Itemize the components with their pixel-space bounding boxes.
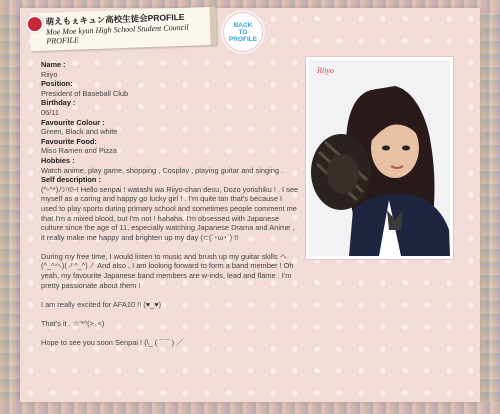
- portrait-illustration: [309, 60, 450, 256]
- profile-photo-frame: [305, 56, 454, 260]
- title-en-line1: Moe Moe kyun High School Student Council: [45, 22, 189, 37]
- plaid-border-right: [480, 0, 500, 414]
- title-jp: 萌えもぇキュン高校生徒会PROFILE: [45, 11, 185, 27]
- plaid-border-bottom: [0, 402, 500, 414]
- self-description-p4: That's it . ☆'*^(>｡<): [41, 319, 105, 329]
- self-description-p5: Hope to see you soon Senpai ! (\_ ( ¯ ¯ ) ／: [41, 338, 184, 348]
- photo-signature: Riiyo: [317, 66, 334, 75]
- self-description-label: Self description :: [41, 175, 101, 185]
- food-value: Miso Ramen and Pizza: [41, 146, 117, 156]
- position-label: Position:: [41, 79, 73, 89]
- food-label: Favourite Food:: [41, 136, 97, 146]
- colour-value: Green, Black and white: [41, 127, 118, 137]
- title-en: [46, 23, 189, 46]
- back-label-3: PROFILE: [228, 35, 258, 43]
- title-en-line2: PROFILE: [46, 35, 79, 46]
- back-label-1: BACK: [233, 21, 253, 29]
- back-label-2: TO: [238, 28, 248, 36]
- position-value: President of Baseball Club: [41, 88, 129, 98]
- birthday-value: 06/11: [41, 107, 59, 117]
- colour-label: Favourite Colour :: [41, 117, 105, 127]
- hobbies-label: Hobbies :: [41, 155, 75, 165]
- self-description-p2: During my free time, I would listen to music and brush up my guitar skills ヘ(^_^ヘ)(ノ^_^)ノ And also , I am looking forward to form a band member ! Oh yeah, my favourite Japanese band members are w-inds, lead and flame . I'm pretty passionate about them !: [41, 251, 294, 290]
- profile-details: [41, 60, 299, 348]
- name-label: Name :: [41, 60, 66, 69]
- back-button-label: [229, 22, 257, 43]
- heart-badge-icon: [25, 15, 44, 34]
- hobbies-value: Watch anime, play game, shopping , Cosplay , playing guitar and singing .: [41, 165, 284, 175]
- self-description-p3: I am really excited for AFA10 !! (♥_♥): [41, 299, 162, 309]
- plaid-border-left: [0, 0, 20, 414]
- name-value: Riiyo: [41, 69, 58, 79]
- profile-photo: [309, 60, 450, 256]
- birthday-label: Birthday :: [41, 98, 76, 108]
- back-to-profile-button[interactable]: [223, 12, 263, 52]
- page-title-tag: [29, 7, 216, 51]
- self-description-p1: (^-^*)ﾉｼﾊﾛｰ! Hello senpai ! watashi wa Riiyo-chan desu, Dozo yorishiku ! . I see myself as a caring and happy go lucky girl ! . I'm quite tan that's because I used to play sports during primary school and sometimes people comment me that I'm a mixed blood, but I'm not ! hahaha. I'm obsessed with Japanese culture since the age of 11, especially watching Japanese Drama and Anime , it really make me happy and brighten up my day (⊂(´･ω･`) !!: [41, 184, 299, 242]
